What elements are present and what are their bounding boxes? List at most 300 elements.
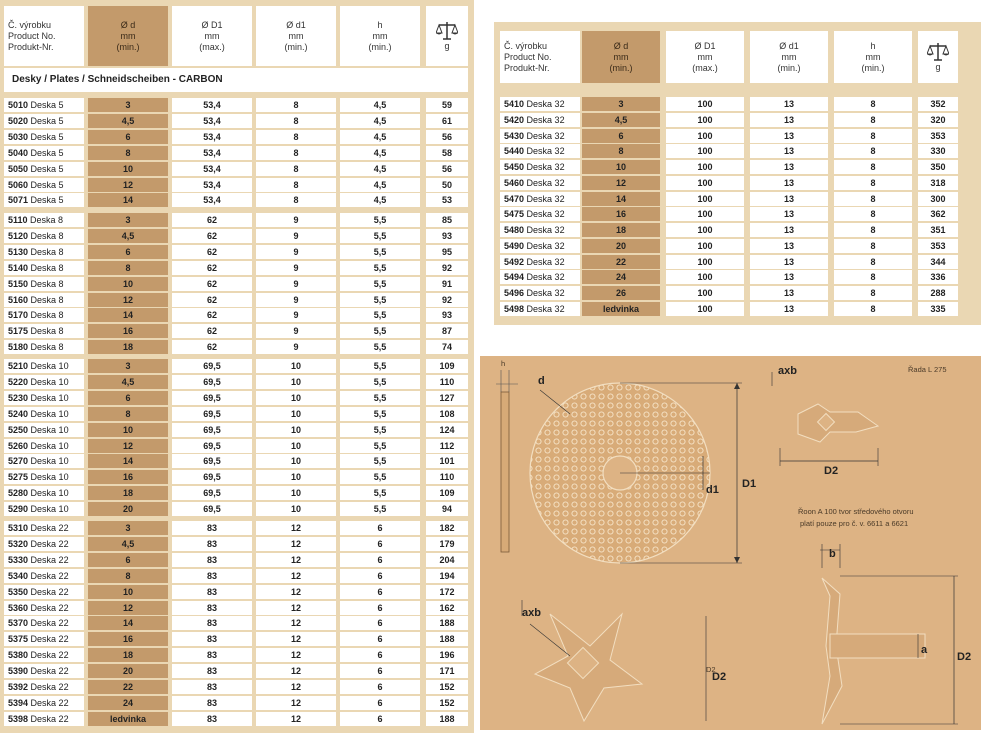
cell-d1: 10 bbox=[256, 359, 336, 373]
product-number: 5360 bbox=[8, 602, 29, 613]
cell-product bbox=[4, 245, 84, 259]
cell-d: 24 bbox=[88, 696, 168, 710]
product-name: Deska 32 bbox=[526, 303, 565, 314]
product-number: 5375 bbox=[8, 634, 29, 645]
product-name: Deska 8 bbox=[30, 326, 64, 337]
cell-D1: 100 bbox=[666, 97, 744, 111]
product-number: 5040 bbox=[8, 147, 29, 158]
r-header-d-unit: mm bbox=[613, 51, 629, 62]
table-row bbox=[0, 213, 474, 229]
cell-h: 8 bbox=[834, 239, 912, 253]
cell-d: 22 bbox=[88, 680, 168, 694]
r-header-h bbox=[834, 31, 912, 83]
cell-d: 6 bbox=[88, 245, 168, 259]
table-row bbox=[0, 146, 474, 162]
cell-product bbox=[4, 712, 84, 726]
product-name: Deska 22 bbox=[30, 570, 69, 581]
table-row bbox=[0, 537, 474, 553]
cell-d: 14 bbox=[88, 308, 168, 322]
product-number: 5350 bbox=[8, 586, 29, 597]
product-number: 5394 bbox=[8, 697, 29, 708]
cell-h: 4,5 bbox=[340, 114, 420, 128]
r-header-product-de: Produkt-Nr. bbox=[504, 62, 550, 73]
cell-product bbox=[500, 207, 580, 221]
header-weight-unit: g bbox=[444, 40, 450, 51]
cell-h: 6 bbox=[340, 601, 420, 615]
product-name: Deska 10 bbox=[30, 376, 69, 387]
cell-d: 4,5 bbox=[88, 229, 168, 243]
table-row bbox=[0, 293, 474, 309]
cell-d: 22 bbox=[582, 255, 660, 269]
product-number: 5110 bbox=[8, 215, 28, 225]
r-header-D1 bbox=[666, 31, 744, 83]
cell-d1: 8 bbox=[256, 146, 336, 160]
cell-weight: 300 bbox=[918, 192, 958, 206]
cell-product bbox=[500, 129, 580, 143]
product-number: 5030 bbox=[8, 131, 29, 142]
cell-d: 12 bbox=[88, 293, 168, 307]
scale-icon bbox=[436, 21, 458, 41]
cell-product bbox=[500, 97, 580, 111]
product-name: Deska 32 bbox=[526, 288, 565, 298]
header-d-qual: (min.) bbox=[116, 41, 140, 52]
cell-weight: 92 bbox=[426, 261, 468, 275]
product-number: 5010 bbox=[8, 100, 29, 110]
cell-D1: 62 bbox=[172, 308, 252, 322]
cell-d: 14 bbox=[88, 193, 168, 207]
product-number: 5260 bbox=[8, 440, 29, 451]
cell-h: 5,5 bbox=[340, 308, 420, 322]
cell-d1: 10 bbox=[256, 407, 336, 421]
product-name: Deska 8 bbox=[30, 230, 64, 241]
cell-d1: 13 bbox=[750, 176, 828, 190]
product-name: Deska 8 bbox=[30, 278, 64, 289]
product-number: 5440 bbox=[504, 146, 525, 157]
cell-D1: 83 bbox=[172, 585, 252, 599]
product-name: Deska 32 bbox=[526, 162, 565, 172]
header-d bbox=[88, 6, 168, 66]
cell-product bbox=[4, 178, 84, 192]
cell-weight: 353 bbox=[918, 129, 958, 143]
cell-product bbox=[4, 680, 84, 694]
header-product bbox=[4, 6, 84, 66]
cell-h: 4,5 bbox=[340, 162, 420, 176]
cell-h: 4,5 bbox=[340, 146, 420, 160]
product-number: 5130 bbox=[8, 246, 29, 257]
cell-D1: 100 bbox=[666, 270, 744, 284]
cell-weight: 110 bbox=[426, 375, 468, 389]
cell-product bbox=[4, 664, 84, 678]
cell-product bbox=[4, 359, 84, 373]
cell-weight: 182 bbox=[426, 521, 468, 535]
product-name: Deska 32 bbox=[526, 256, 565, 267]
cell-D1: 62 bbox=[172, 277, 252, 291]
cell-product bbox=[500, 223, 580, 237]
r-header-d1-qual: (min.) bbox=[777, 62, 801, 73]
product-name: Deska 32 bbox=[526, 114, 565, 125]
cell-D1: 69,5 bbox=[172, 470, 252, 484]
cell-d: 24 bbox=[582, 270, 660, 284]
knife-top-view bbox=[772, 365, 878, 477]
table-row bbox=[0, 193, 474, 209]
cell-d: 10 bbox=[88, 162, 168, 176]
cell-D1: 100 bbox=[666, 207, 744, 221]
table-row bbox=[0, 632, 474, 648]
product-name: Deska 8 bbox=[30, 246, 64, 257]
cell-h: 5,5 bbox=[340, 375, 420, 389]
plate-side-view bbox=[496, 359, 518, 552]
cell-D1: 69,5 bbox=[172, 439, 252, 453]
label-D1: D1 bbox=[742, 478, 757, 490]
cell-D1: 100 bbox=[666, 176, 744, 190]
cell-weight: 204 bbox=[426, 553, 468, 567]
label-axb-top: axb bbox=[778, 365, 797, 377]
section-title: Desky / Plates / Schneidscheiben - CARBON bbox=[4, 68, 468, 92]
table-row bbox=[0, 553, 474, 569]
cell-weight: 74 bbox=[426, 340, 468, 354]
r-header-product-cz: Č. výrobku bbox=[504, 40, 548, 51]
r-header-D1-symbol: Ø D1 bbox=[694, 40, 716, 51]
header-d1 bbox=[256, 6, 336, 66]
cell-d: 4,5 bbox=[582, 113, 660, 127]
cell-D1: 83 bbox=[172, 664, 252, 678]
product-number: 5498 bbox=[504, 303, 525, 314]
table-row bbox=[494, 176, 981, 192]
cell-d1: 10 bbox=[256, 391, 336, 405]
cell-d: 3 bbox=[88, 213, 168, 227]
r-scale-icon bbox=[927, 42, 949, 62]
cell-d1: 9 bbox=[256, 245, 336, 259]
cell-weight: 172 bbox=[426, 585, 468, 599]
header-D1-qual: (max.) bbox=[199, 41, 225, 52]
r-header-h-unit: mm bbox=[865, 51, 881, 62]
cell-d1: 9 bbox=[256, 261, 336, 275]
cell-d1: 12 bbox=[256, 521, 336, 535]
cell-weight: 196 bbox=[426, 648, 468, 662]
product-number: 5392 bbox=[8, 682, 29, 692]
cell-d1: 9 bbox=[256, 277, 336, 291]
cell-product bbox=[4, 146, 84, 160]
cell-D1: 62 bbox=[172, 213, 252, 227]
table-row bbox=[0, 439, 474, 455]
cell-h: 8 bbox=[834, 223, 912, 237]
header-d-symbol: Ø d bbox=[120, 19, 136, 30]
product-number: 5370 bbox=[8, 618, 29, 629]
cell-product bbox=[4, 114, 84, 128]
cell-product bbox=[4, 293, 84, 307]
product-name: Deska 32 bbox=[526, 146, 565, 157]
cell-h: 5,5 bbox=[340, 470, 420, 484]
cell-d: 3 bbox=[88, 98, 168, 112]
table-row bbox=[0, 114, 474, 130]
cell-h: 4,5 bbox=[340, 98, 420, 112]
label-a: a bbox=[921, 644, 928, 656]
product-number: 5240 bbox=[8, 408, 29, 419]
cell-d: 8 bbox=[88, 261, 168, 275]
product-name: Deska 8 bbox=[30, 294, 64, 305]
right-table bbox=[494, 22, 981, 325]
cell-h: 5,5 bbox=[340, 391, 420, 405]
cell-D1: 83 bbox=[172, 569, 252, 583]
cell-weight: 353 bbox=[918, 239, 958, 253]
product-name: Deska 22 bbox=[30, 697, 69, 708]
header-weight bbox=[426, 6, 468, 66]
cell-d1: 12 bbox=[256, 648, 336, 662]
cell-h: 5,5 bbox=[340, 454, 420, 468]
cell-product bbox=[500, 160, 580, 174]
cell-D1: 100 bbox=[666, 113, 744, 127]
cell-product bbox=[4, 601, 84, 615]
cell-D1: 100 bbox=[666, 192, 744, 206]
table-row bbox=[0, 601, 474, 617]
label-D2-right: D2 bbox=[957, 651, 972, 663]
table-row bbox=[0, 391, 474, 407]
cell-D1: 69,5 bbox=[172, 407, 252, 421]
cell-D1: 83 bbox=[172, 601, 252, 615]
product-number: 5170 bbox=[8, 310, 29, 321]
cell-h: 5,5 bbox=[340, 261, 420, 275]
cell-weight: 152 bbox=[426, 680, 468, 694]
cell-d1: 12 bbox=[256, 585, 336, 599]
header-h-unit: mm bbox=[372, 30, 388, 41]
cell-product bbox=[4, 229, 84, 243]
product-number: 5310 bbox=[8, 523, 29, 533]
product-number: 5280 bbox=[8, 488, 29, 499]
header-D1-unit: mm bbox=[204, 30, 220, 41]
technical-drawing bbox=[480, 356, 981, 730]
product-number: 5340 bbox=[8, 570, 29, 581]
cell-d1: 8 bbox=[256, 193, 336, 207]
cell-D1: 53,4 bbox=[172, 130, 252, 144]
product-number: 5275 bbox=[8, 472, 29, 483]
product-number: 5330 bbox=[8, 554, 29, 565]
cell-d: 6 bbox=[88, 553, 168, 567]
cell-d: 26 bbox=[582, 286, 660, 300]
product-number: 5492 bbox=[504, 256, 525, 267]
cell-product bbox=[4, 213, 84, 227]
product-name: Deska 10 bbox=[30, 472, 69, 483]
product-number: 5290 bbox=[8, 504, 29, 515]
cell-h: 4,5 bbox=[340, 130, 420, 144]
cell-h: 5,5 bbox=[340, 439, 420, 453]
cell-D1: 69,5 bbox=[172, 375, 252, 389]
product-name: Deska 5 bbox=[30, 163, 64, 174]
table-row bbox=[0, 680, 474, 696]
cell-product bbox=[4, 502, 84, 516]
table-row bbox=[0, 712, 474, 728]
cell-product bbox=[500, 113, 580, 127]
table-row bbox=[0, 423, 474, 439]
table-row bbox=[0, 261, 474, 277]
cell-weight: 350 bbox=[918, 160, 958, 174]
product-name: Deska 10 bbox=[30, 361, 69, 371]
cell-D1: 62 bbox=[172, 245, 252, 259]
product-number: 5250 bbox=[8, 424, 29, 435]
table-row bbox=[494, 160, 981, 176]
cell-D1: 53,4 bbox=[172, 178, 252, 192]
table-row bbox=[494, 302, 981, 318]
cell-weight: 171 bbox=[426, 664, 468, 678]
cell-h: 5,5 bbox=[340, 340, 420, 354]
cell-product bbox=[4, 391, 84, 405]
cell-weight: 179 bbox=[426, 537, 468, 551]
cell-h: 5,5 bbox=[340, 502, 420, 516]
series-label: Řada L 275 bbox=[908, 365, 947, 374]
cell-h: 6 bbox=[340, 696, 420, 710]
cell-d: 16 bbox=[88, 470, 168, 484]
cell-d1: 12 bbox=[256, 696, 336, 710]
cell-h: 8 bbox=[834, 286, 912, 300]
cell-d: 20 bbox=[88, 502, 168, 516]
cell-product bbox=[4, 439, 84, 453]
product-name: Deska 8 bbox=[30, 215, 64, 225]
cell-h: 8 bbox=[834, 97, 912, 111]
table-row bbox=[0, 616, 474, 632]
cell-d1: 10 bbox=[256, 502, 336, 516]
header-product-en: Product No. bbox=[8, 30, 56, 41]
cell-h: 8 bbox=[834, 160, 912, 174]
cell-weight: 320 bbox=[918, 113, 958, 127]
cell-weight: 53 bbox=[426, 193, 468, 207]
table-row bbox=[494, 144, 981, 160]
product-number: 5060 bbox=[8, 179, 29, 190]
table-row bbox=[0, 162, 474, 178]
label-D2-small: D2 bbox=[706, 665, 716, 674]
cell-h: 8 bbox=[834, 144, 912, 158]
cell-d: 14 bbox=[88, 616, 168, 630]
r-header-D1-unit: mm bbox=[697, 51, 713, 62]
r-header-d1 bbox=[750, 31, 828, 83]
cell-product bbox=[4, 98, 84, 112]
cell-D1: 83 bbox=[172, 537, 252, 551]
cell-h: 5,5 bbox=[340, 359, 420, 373]
product-name: Deska 10 bbox=[30, 392, 69, 403]
cell-weight: 85 bbox=[426, 213, 468, 227]
cell-d1: 13 bbox=[750, 302, 828, 316]
cell-d1: 10 bbox=[256, 423, 336, 437]
cell-d1: 10 bbox=[256, 439, 336, 453]
cell-d: 18 bbox=[88, 648, 168, 662]
cell-product bbox=[4, 521, 84, 535]
cell-h: 6 bbox=[340, 553, 420, 567]
cell-d: 8 bbox=[88, 146, 168, 160]
cell-d1: 13 bbox=[750, 113, 828, 127]
cell-weight: 92 bbox=[426, 293, 468, 307]
cell-D1: 83 bbox=[172, 696, 252, 710]
cell-d1: 10 bbox=[256, 486, 336, 500]
r-header-product bbox=[500, 31, 580, 83]
cell-product bbox=[4, 470, 84, 484]
product-name: Deska 22 bbox=[30, 538, 69, 549]
cell-d: 8 bbox=[88, 569, 168, 583]
cell-product bbox=[500, 286, 580, 300]
product-number: 5475 bbox=[504, 209, 525, 220]
cell-d: 4,5 bbox=[88, 375, 168, 389]
cell-d1: 9 bbox=[256, 213, 336, 227]
table-row bbox=[0, 502, 474, 518]
cell-h: 6 bbox=[340, 537, 420, 551]
cell-weight: 318 bbox=[918, 176, 958, 190]
table-row bbox=[0, 375, 474, 391]
cell-weight: 336 bbox=[918, 270, 958, 284]
cell-d: 14 bbox=[582, 192, 660, 206]
cell-product bbox=[4, 308, 84, 322]
cell-d1: 13 bbox=[750, 97, 828, 111]
cell-d1: 12 bbox=[256, 680, 336, 694]
product-name: Deska 8 bbox=[30, 342, 64, 353]
cell-weight: 335 bbox=[918, 302, 958, 316]
cell-d1: 9 bbox=[256, 229, 336, 243]
cell-h: 6 bbox=[340, 648, 420, 662]
cell-d1: 13 bbox=[750, 160, 828, 174]
cell-D1: 53,4 bbox=[172, 193, 252, 207]
product-number: 5220 bbox=[8, 376, 29, 387]
table-row bbox=[0, 178, 474, 194]
product-name: Deska 10 bbox=[30, 456, 69, 467]
product-name: Deska 32 bbox=[526, 177, 565, 188]
cell-product bbox=[4, 277, 84, 291]
cell-d: 16 bbox=[88, 324, 168, 338]
cell-D1: 62 bbox=[172, 340, 252, 354]
header-product-cz: Č. výrobku bbox=[8, 19, 52, 30]
cell-D1: 53,4 bbox=[172, 146, 252, 160]
knife-side-view bbox=[706, 544, 971, 724]
cell-h: 5,5 bbox=[340, 277, 420, 291]
table-row bbox=[0, 324, 474, 340]
label-D2-left: D2 bbox=[712, 671, 727, 683]
cell-D1: 83 bbox=[172, 616, 252, 630]
cell-weight: 95 bbox=[426, 245, 468, 259]
product-number: 5470 bbox=[504, 193, 525, 204]
product-number: 5390 bbox=[8, 666, 29, 677]
r-header-product-en: Product No. bbox=[504, 51, 552, 62]
header-D1-symbol: Ø D1 bbox=[201, 19, 223, 30]
cell-h: 8 bbox=[834, 192, 912, 206]
header-h bbox=[340, 6, 420, 66]
product-number: 5410 bbox=[504, 99, 525, 109]
cell-h: 8 bbox=[834, 207, 912, 221]
table-row bbox=[0, 98, 474, 114]
cell-weight: 188 bbox=[426, 712, 468, 726]
note-line-2: platí pouze pro č. v. 6611 a 6621 bbox=[800, 519, 909, 528]
product-name: Deska 5 bbox=[30, 195, 64, 206]
cell-h: 6 bbox=[340, 664, 420, 678]
cell-D1: 53,4 bbox=[172, 98, 252, 112]
cell-D1: 83 bbox=[172, 680, 252, 694]
cell-product bbox=[4, 553, 84, 567]
header-h-qual: (min.) bbox=[368, 41, 392, 52]
cell-d: 12 bbox=[88, 601, 168, 615]
header-h-symbol: h bbox=[377, 19, 383, 30]
cell-weight: 94 bbox=[426, 502, 468, 516]
cell-h: 8 bbox=[834, 113, 912, 127]
product-number: 5490 bbox=[504, 240, 525, 251]
product-number: 5320 bbox=[8, 538, 29, 549]
product-number: 5140 bbox=[8, 262, 29, 273]
cell-weight: 124 bbox=[426, 423, 468, 437]
table-row bbox=[0, 470, 474, 486]
table-row bbox=[494, 113, 981, 129]
table-row bbox=[0, 521, 474, 537]
cell-product bbox=[4, 616, 84, 630]
drawing-svg bbox=[480, 356, 981, 730]
cell-d: 3 bbox=[582, 97, 660, 111]
r-header-h-qual: (min.) bbox=[861, 62, 885, 73]
table-row bbox=[0, 454, 474, 470]
cell-h: 5,5 bbox=[340, 213, 420, 227]
cell-h: 8 bbox=[834, 176, 912, 190]
cell-d: 6 bbox=[88, 130, 168, 144]
